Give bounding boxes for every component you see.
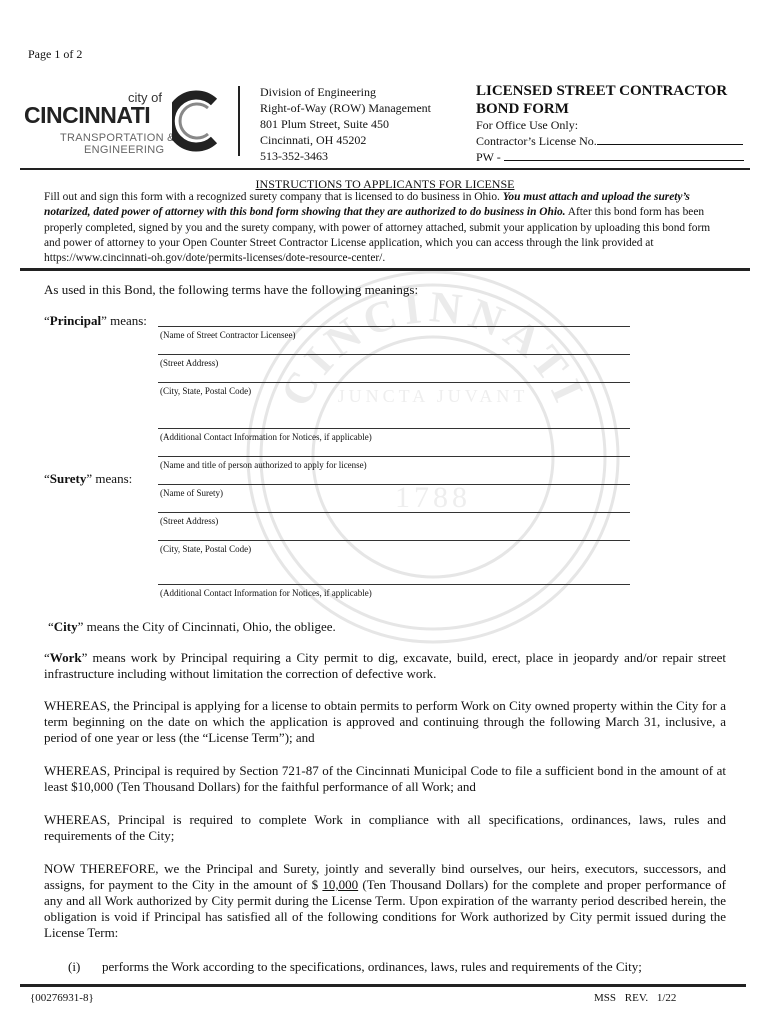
instructions-rule — [20, 268, 750, 271]
division-name: Division of Engineering — [260, 85, 376, 99]
principal-city-caption: (City, State, Postal Code) — [160, 386, 252, 396]
condition-item-text: performs the Work according to the specifications, ordinances, laws, rules and requirements of the City; — [102, 959, 642, 974]
footer-rule — [20, 984, 746, 987]
surety-label: “Surety” means: — [44, 471, 133, 486]
instructions-part-1: Fill out and sign this form with a recognized surety company that is licensed to do business in Ohio. — [44, 191, 503, 203]
surety-street-field[interactable] — [158, 512, 630, 513]
svg-text:CINCINNATI: CINCINNATI — [270, 281, 596, 415]
whereas-paragraph-1: WHEREAS, the Principal is applying for a license to obtain permits to perform Work on City owned property within the City for a term beginning on the date on which the application is approved and continuing through the following March 31, inclusive, a period of one year or less (the “License Term”); and — [44, 698, 726, 745]
surety-street-caption: (Street Address) — [160, 516, 219, 526]
surety-city-caption: (City, State, Postal Code) — [160, 544, 252, 554]
whereas-paragraph-2: WHEREAS, Principal is required by Section 721-87 of the Cincinnati Municipal Code to file a sufficient bond in the amount of at least $10,000 (Ten Thousand Dollars) for the faithful performance of all Work; and — [44, 763, 726, 794]
office-use-label: For Office Use Only: — [476, 118, 579, 132]
principal-authorized-person-caption: (Name and title of person authorized to apply for license) — [160, 460, 367, 470]
principal-authorized-person-field[interactable] — [158, 456, 630, 457]
phone-number: 513-352-3463 — [260, 149, 328, 163]
principal-label: “Principal” means: — [44, 313, 147, 328]
whereas-paragraph-3: WHEREAS, Principal is required to complete Work in compliance with all specifications, ordinances, laws, rules and requirements of the City; — [44, 812, 726, 843]
surety-city-field[interactable] — [158, 540, 630, 541]
department-name: Right-of-Way (ROW) Management — [260, 101, 431, 115]
page-number: Page 1 of 2 — [28, 47, 83, 61]
street-address: 801 Plum Street, Suite 450 — [260, 117, 389, 131]
address-block — [260, 84, 431, 164]
logo-name: CINCINNATI — [24, 102, 151, 128]
city-state-zip: Cincinnati, OH 45202 — [260, 133, 367, 147]
license-number-label: Contractor’s License No. — [476, 134, 597, 148]
work-definition: “Work” means work by Principal requiring a City permit to dig, excavate, build, erect, place in jeopardy and/or repair street infrastructure including without limitation the correction of defective work. — [44, 650, 726, 681]
logo-sub-line-1: TRANSPORTATION & — [60, 132, 175, 144]
surety-contact-field[interactable] — [158, 584, 630, 585]
logo-sub-line-2: ENGINEERING — [84, 144, 165, 156]
instructions-heading: INSTRUCTIONS TO APPLICANTS FOR LICENSE — [255, 177, 515, 191]
city-definition: “City” means the City of Cincinnati, Ohio, the obligee. — [48, 619, 336, 634]
form-title — [476, 82, 727, 118]
pw-number-field[interactable] — [504, 149, 744, 161]
principal-city-field[interactable] — [158, 382, 630, 383]
bond-amount: 10,000 — [322, 877, 359, 892]
form-title-line-2: BOND FORM — [476, 101, 569, 117]
document-id: {00276931-8} — [30, 992, 94, 1004]
office-use-block — [476, 118, 744, 165]
principal-contact-field[interactable] — [158, 428, 630, 429]
header-rule — [20, 168, 750, 170]
revision-label: MSS REV. 1/22 — [594, 992, 677, 1004]
svg-text:1788: 1788 — [395, 481, 471, 514]
city-logo — [24, 88, 224, 160]
logo-city-of: city of — [128, 90, 162, 105]
form-title-line-1: LICENSED STREET CONTRACTOR — [476, 83, 728, 99]
surety-name-caption: (Name of Surety) — [160, 488, 223, 498]
pw-label: PW - — [476, 150, 504, 164]
principal-street-caption: (Street Address) — [160, 358, 219, 368]
condition-item-number: (i) — [68, 959, 81, 974]
instructions-text — [44, 190, 726, 266]
surety-name-field[interactable] — [158, 484, 630, 485]
logo-c-mark-icon — [172, 88, 220, 154]
principal-name-field[interactable] — [158, 326, 630, 327]
surety-contact-caption: (Additional Contact Information for Notices, if applicable) — [160, 588, 372, 598]
principal-name-caption: (Name of Street Contractor Licensee) — [160, 330, 296, 340]
header-divider — [238, 86, 240, 156]
license-number-field[interactable] — [597, 133, 743, 145]
instructions-bold: You must attach and upload the surety’s notarized, dated power of attorney with this bond form showing that they are authorized to do business in Ohio. — [44, 191, 690, 219]
svg-text:JUNCTA JUVANT: JUNCTA JUVANT — [337, 386, 529, 406]
principal-street-field[interactable] — [158, 354, 630, 355]
instructions-part-2: After this bond form has been properly completed, signed by you and the surety company, with power of attorney attached, submit your application by uploading this bond form and power of attorney to your Open Counter Street Contractor License application, which you can access through the link provided at https://www.cincinnati-oh.gov/dote/permits-licenses/dote-resource-center/. — [44, 206, 711, 265]
principal-contact-caption: (Additional Contact Information for Notices, if applicable) — [160, 432, 372, 442]
now-therefore-paragraph: NOW THEREFORE, we the Principal and Surety, jointly and severally bind ourselves, our heirs, executors, successors, and assigns, for payment to the City in the amount of $ 10,000 (Ten Thousand Dollars) for the complete and proper performance of any and all Work authorized by City permit during the License Term. Upon expiration of the warranty period described herein, the obligation is void if Principal has satisfied all of the following conditions for Work authorized by City permit issued during the License Term: — [44, 861, 726, 940]
definitions-intro: As used in this Bond, the following terms have the following meanings: — [44, 282, 419, 297]
